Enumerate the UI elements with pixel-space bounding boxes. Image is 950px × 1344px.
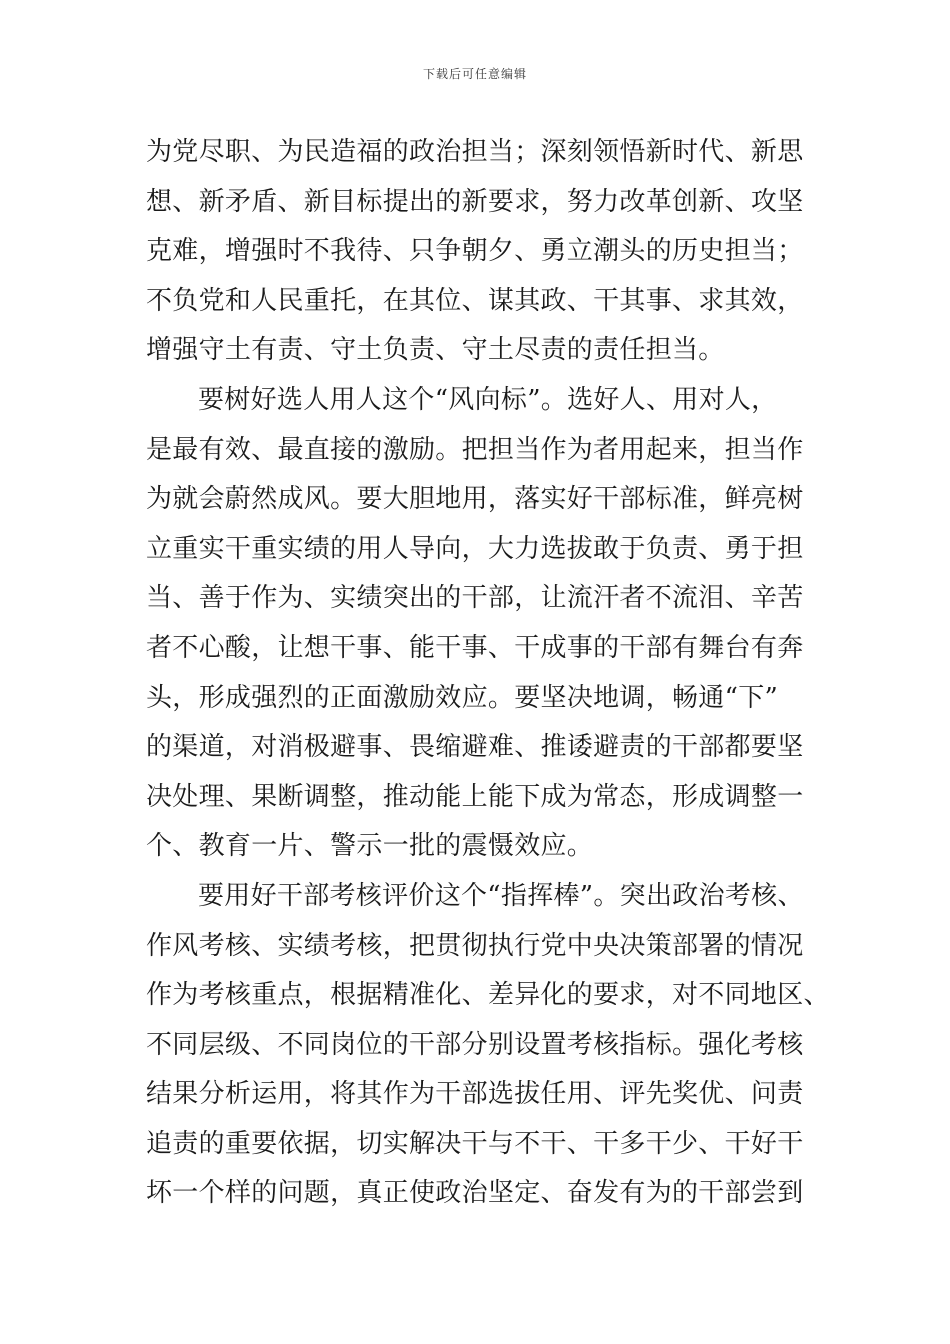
- text-line: 追责的重要依据，切实解决干与不干、干多干少、干好干: [146, 1128, 804, 1159]
- text-line: 不负党和人民重托，在其位、谋其政、干其事、求其效，: [146, 285, 804, 316]
- text-line: 坏一个样的问题，真正使政治坚定、奋发有为的干部尝到: [146, 1178, 804, 1209]
- text-line: 不同层级、不同岗位的干部分别设置考核指标。强化考核: [146, 1029, 804, 1060]
- text-line: 立重实干重实绩的用人导向，大力选拔敢于负责、勇于担: [146, 533, 804, 564]
- text-line: 想、新矛盾、新目标提出的新要求，努力改革创新、攻坚: [146, 186, 804, 217]
- text-line: 决处理、果断调整，推动能上能下成为常态，形成调整一: [146, 781, 804, 812]
- text-line: 结果分析运用，将其作为干部选拔任用、评先奖优、问责: [146, 1079, 804, 1110]
- text-line: 作风考核、实绩考核，把贯彻执行党中央决策部署的情况: [146, 930, 804, 961]
- page-header: 下载后可任意编辑: [422, 67, 527, 81]
- text-line: 克难，增强时不我待、只争朝夕、勇立潮头的历史担当；: [146, 236, 804, 267]
- text-line: 为就会蔚然成风。要大胆地用，落实好干部标准，鲜亮树: [146, 484, 804, 515]
- text-line: 增强守土有责、守土负责、守土尽责的责任担当。: [146, 335, 725, 366]
- text-line: 是最有效、最直接的激励。把担当作为者用起来，担当作: [146, 434, 804, 465]
- text-line: 者不心酸，让想干事、能干事、干成事的干部有舞台有奔: [146, 632, 804, 663]
- paragraph-start-line: 要树好选人用人这个“风向标”。选好人、用对人，: [198, 384, 778, 415]
- text-line: 为党尽职、为民造福的政治担当；深刻领悟新时代、新思: [146, 137, 804, 167]
- text-line: 个、教育一片、警示一批的震慑效应。: [146, 831, 594, 862]
- text-line: 当、善于作为、实绩突出的干部，让流汗者不流泪、辛苦: [146, 583, 804, 614]
- text-line: 的渠道，对消极避事、畏缩避难、推诿避责的干部都要坚: [146, 732, 804, 763]
- document-body: [146, 128, 830, 1219]
- paragraph-start-line: 要用好干部考核评价这个“指挥棒”。突出政治考核、: [198, 880, 804, 911]
- text-line: 头，形成强烈的正面激励效应。要坚决地调，畅通“下”: [146, 682, 779, 713]
- text-line: 作为考核重点，根据精准化、差异化的要求，对不同地区、: [146, 980, 830, 1011]
